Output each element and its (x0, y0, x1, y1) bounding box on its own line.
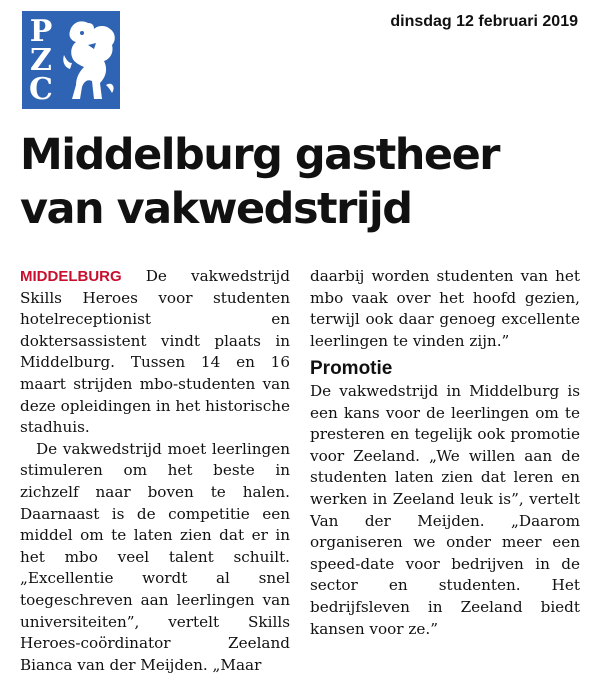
article-column-right (310, 358, 580, 640)
article-column-left (20, 266, 290, 676)
publication-date: dinsdag 12 februari 2019 (390, 13, 578, 30)
pzc-logo (22, 11, 120, 109)
subheading-promotie: Promotie (310, 358, 393, 379)
article-headline: Middelburg gastheer van vakwedstrijd (20, 130, 499, 234)
logo-letter-z: Z (30, 43, 52, 78)
intro-paragraph (20, 266, 290, 439)
logo-letter-c: C (29, 72, 53, 107)
paragraph-2: De vakwedstrijd moet leerlingen stimuleren om het beste in zichzelf naar boven te halen. Daarnaast is de competitie een middel om te laten zien dat er in het mbo veel talent schuilt. „Excellentie wordt al snel toegeschreven aan leerlingen van universiteiten”, vertelt Skills Heroes-coördinator Zeeland Bianca van der Meijden. „Maar (20, 439, 290, 674)
paragraph-1: De vakwedstrijd Skills Heroes voor studenten hotelreceptionist en doktersassistent vindt plaats in Middelburg. Tussen 14 en 16 maart strijden mbo-studenten van deze opleidingen in het historische stadhuis. (20, 267, 290, 437)
dateline: MIDDELBURG (20, 268, 122, 285)
paragraph-2-continued: daarbij worden studenten van het mbo vaak over het hoofd gezien, terwijl ook daar genoeg excellente leerlingen te vinden zijn.” (310, 267, 580, 350)
logo-letter-p: P (29, 14, 53, 49)
lion-icon (58, 15, 118, 105)
paragraph-3: De vakwedstrijd in Middelburg is een kans voor de leerlingen om te presteren en tegelijk ook promotie voor Zeeland. „We willen aan de studenten laten zien dat leren en werken in Zeeland leuk is”, vertelt Van der Meijden. „Daarom organiseren we onder meer een speed-date voor bedrijven in de sector en studenten. Het bedrijfsleven in Zeeland biedt kansen voor ze.” (310, 382, 580, 638)
